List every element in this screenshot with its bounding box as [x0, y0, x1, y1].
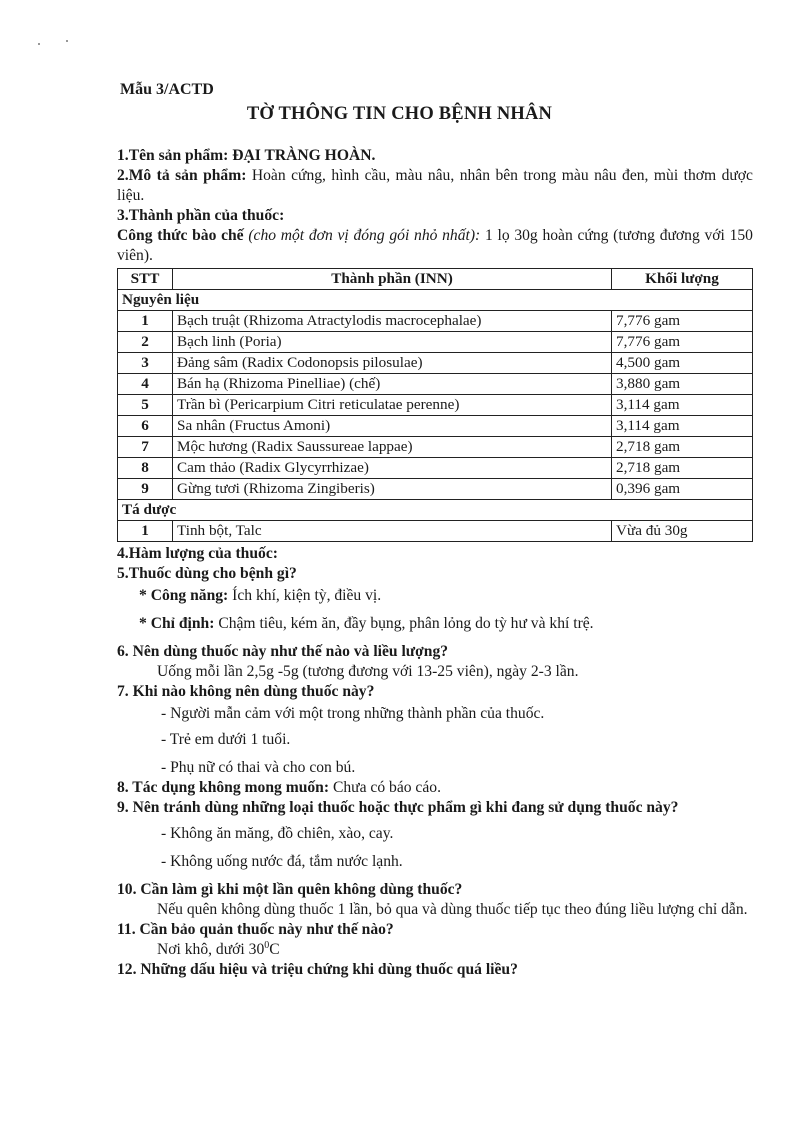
table-row: [118, 353, 753, 374]
table-row: [118, 332, 753, 353]
table-row: [118, 458, 753, 479]
missed-dose-text: Nếu quên không dùng thuốc 1 lần, bỏ qua và dùng thuốc tiếp tục theo đúng liều lượng chỉ dẫn.: [157, 901, 748, 918]
function-line: [117, 586, 753, 606]
document-title: TỜ THÔNG TIN CHO BỆNH NHÂN: [246, 104, 553, 124]
table-header-row: [118, 269, 753, 290]
section-9-heading: 9. Nên tránh dùng những loại thuốc hoặc thực phẩm gì khi đang sử dụng thuốc này?: [117, 799, 679, 816]
contraindication-item: - Trẻ em dưới 1 tuổi.: [161, 731, 291, 748]
section-11-heading: 11. Cần bảo quản thuốc này như thế nào?: [117, 921, 394, 938]
section-7-heading: 7. Khi nào không nên dùng thuốc này?: [117, 683, 375, 700]
column-header-stt: STT: [118, 269, 173, 290]
ingredient-mass: 0,396 gam: [612, 479, 753, 500]
ingredient-number: 6: [118, 416, 173, 437]
table-row: [118, 521, 753, 542]
formula-line: [117, 226, 753, 266]
ingredient-mass: 3,114 gam: [612, 416, 753, 437]
ingredient-name: Cam thảo (Radix Glycyrrhizae): [173, 458, 612, 479]
table-row: [118, 311, 753, 332]
ingredient-mass: 4,500 gam: [612, 353, 753, 374]
ingredient-mass: 7,776 gam: [612, 332, 753, 353]
ingredient-number: 3: [118, 353, 173, 374]
section-8-line: [117, 778, 753, 798]
section-8-label: 8. Tác dụng không mong muốn:: [117, 779, 330, 796]
ingredient-name: Bạch truật (Rhizoma Atractylodis macrocephalae): [173, 311, 612, 332]
formula-value: 1 lọ 30g hoàn cứng (tương đương với 150 viên).: [117, 227, 753, 264]
group-label-excipient: Tá dược: [118, 500, 753, 521]
product-name-label: 1.Tên sản phẩm:: [117, 147, 229, 164]
ingredient-name: Tinh bột, Talc: [173, 521, 612, 542]
storage-text-a: Nơi khô, dưới 30: [157, 941, 265, 958]
column-header-mass: Khối lượng: [612, 269, 753, 290]
product-name-line: [117, 146, 753, 166]
section-4-heading: 4.Hàm lượng của thuốc:: [117, 545, 278, 562]
composition-heading: 3.Thành phần của thuốc:: [117, 207, 285, 224]
section-10-heading: 10. Cần làm gì khi một lần quên không dùng thuốc?: [117, 881, 463, 898]
section-8-value: Chưa có báo cáo.: [332, 779, 441, 796]
storage-text-b: C: [269, 941, 280, 958]
table-row: [118, 395, 753, 416]
ingredient-number: 4: [118, 374, 173, 395]
ingredient-name: Bạch linh (Poria): [173, 332, 612, 353]
table-row: [118, 416, 753, 437]
ingredient-number: 9: [118, 479, 173, 500]
avoid-item: - Không ăn măng, đồ chiên, xào, cay.: [161, 825, 394, 842]
scan-speck: [66, 40, 68, 42]
ingredient-name: Sa nhân (Fructus Amoni): [173, 416, 612, 437]
table-row: [118, 479, 753, 500]
column-header-ingredient: Thành phần (INN): [173, 269, 612, 290]
group-label-main: Nguyên liệu: [118, 290, 753, 311]
table-row: [118, 374, 753, 395]
group-row-excipient: [118, 500, 753, 521]
ingredient-number: 7: [118, 437, 173, 458]
ingredient-name: Gừng tươi (Rhizoma Zingiberis): [173, 479, 612, 500]
ingredients-table-body: [118, 290, 753, 542]
ingredient-mass: Vừa đủ 30g: [612, 521, 753, 542]
indication-line: [117, 614, 753, 634]
dosage-text: Uống mỗi lần 2,5g -5g (tương đương với 13-25 viên), ngày 2-3 lần.: [157, 663, 579, 680]
ingredient-mass: 3,880 gam: [612, 374, 753, 395]
ingredient-number: 5: [118, 395, 173, 416]
product-name-value: ĐẠI TRÀNG HOÀN.: [232, 147, 376, 164]
description-value: Hoàn cứng, hình cầu, màu nâu, nhân bên trong màu nâu đen, mùi thơm dược liệu.: [117, 167, 753, 204]
function-value: Ích khí, kiện tỳ, điều vị.: [232, 587, 382, 604]
section-12-heading: 12. Những dấu hiệu và triệu chứng khi dùng thuốc quá liều?: [117, 961, 518, 978]
ingredient-name: Mộc hương (Radix Saussureae lappae): [173, 437, 612, 458]
ingredient-name: Bán hạ (Rhizoma Pinelliae) (chế): [173, 374, 612, 395]
ingredient-name: Đảng sâm (Radix Codonopsis pilosulae): [173, 353, 612, 374]
ingredient-mass: 2,718 gam: [612, 458, 753, 479]
indication-value: Chậm tiêu, kém ăn, đầy bụng, phân lỏng do tỳ hư và khí trệ.: [218, 615, 594, 632]
function-label: * Công năng:: [139, 587, 229, 604]
ingredient-number: 8: [118, 458, 173, 479]
ingredient-mass: 2,718 gam: [612, 437, 753, 458]
avoid-item: - Không uống nước đá, tắm nước lạnh.: [161, 853, 403, 870]
description-label: 2.Mô tả sản phẩm:: [117, 167, 247, 184]
formula-note: (cho một đơn vị đóng gói nhỏ nhất):: [248, 227, 481, 244]
ingredient-mass: 7,776 gam: [612, 311, 753, 332]
ingredient-number: 2: [118, 332, 173, 353]
ingredient-mass: 3,114 gam: [612, 395, 753, 416]
product-description: [117, 166, 753, 206]
section-6-heading: 6. Nên dùng thuốc này như thế nào và liều lượng?: [117, 643, 449, 660]
form-code: Mẫu 3/ACTD: [120, 81, 214, 98]
indication-label: * Chỉ định:: [139, 615, 215, 632]
document-body: [117, 146, 753, 980]
ingredients-table: [117, 268, 753, 542]
ingredient-number: 1: [118, 311, 173, 332]
ingredient-name: Trần bì (Pericarpium Citri reticulatae perenne): [173, 395, 612, 416]
storage-degree: 0: [264, 939, 270, 951]
contraindication-item: - Phụ nữ có thai và cho con bú.: [161, 759, 356, 776]
table-row: [118, 437, 753, 458]
formula-label: Công thức bào chế: [117, 227, 244, 244]
contraindication-item: - Người mẫn cảm với một trong những thành phần của thuốc.: [161, 705, 545, 722]
section-5-heading: 5.Thuốc dùng cho bệnh gì?: [117, 565, 297, 582]
storage-text: [117, 940, 753, 960]
group-row-main: [118, 290, 753, 311]
scan-speck: [38, 43, 40, 45]
ingredient-number: 1: [118, 521, 173, 542]
